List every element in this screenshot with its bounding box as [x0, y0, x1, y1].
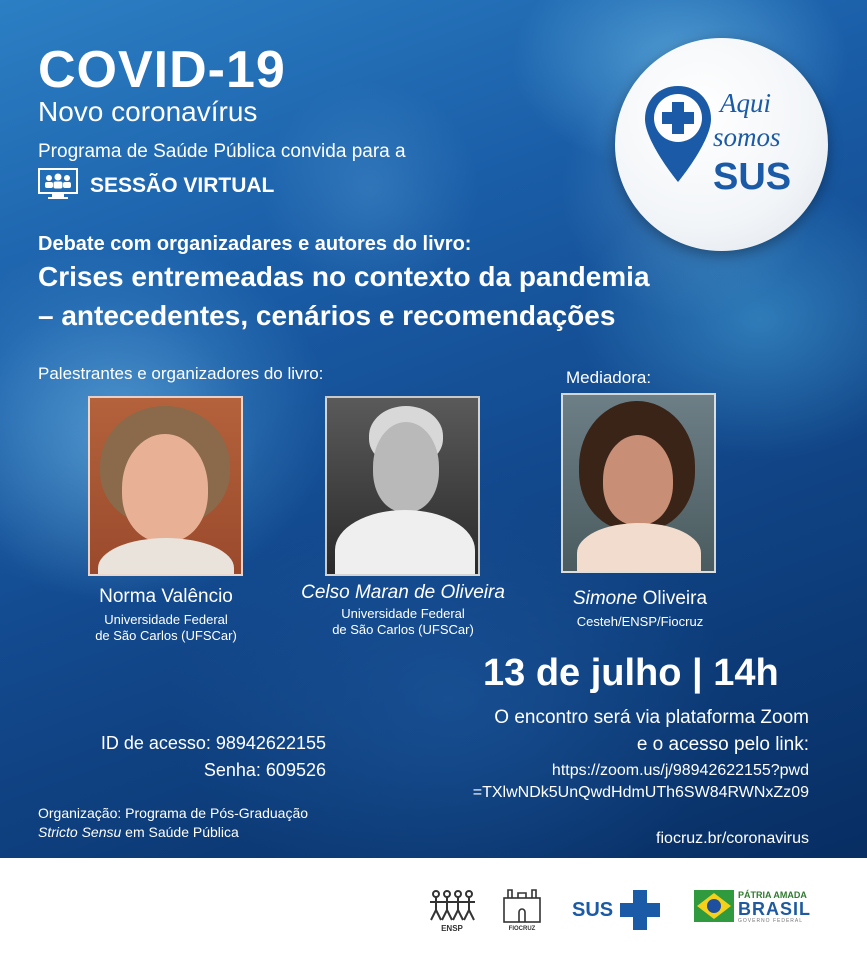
speaker-card-norma	[86, 586, 246, 644]
mediator-card-simone	[556, 588, 724, 630]
ensp-figures-icon	[428, 888, 476, 922]
fiocruz-label: FIOCRUZ	[508, 926, 536, 932]
zoom-info-line1: O encontro será via plataforma Zoom	[494, 707, 809, 728]
mediator-heading: Mediadora:	[566, 368, 652, 387]
governo-federal-logo	[694, 888, 809, 928]
portrait-face	[603, 435, 673, 525]
brazil-flag-icon	[694, 890, 734, 922]
sus-logo	[572, 890, 662, 930]
badge-text-aqui: Aqui	[720, 88, 771, 118]
mediator-first-name: Simone	[572, 588, 638, 609]
access-id: ID de acesso: 98942622155	[100, 733, 326, 753]
speaker-affiliation: Universidade Federal	[341, 606, 465, 621]
aqui-somos-sus-badge	[615, 38, 828, 251]
ensp-logo	[428, 888, 476, 934]
organization-italic: Stricto Sensu	[38, 824, 122, 840]
governo-federal-label: GOVERNO FEDERAL	[738, 918, 804, 924]
speaker-photo-norma	[88, 396, 243, 576]
brasil-tagline: PÁTRIA AMADA	[738, 890, 807, 900]
page-subtitle: Novo coronavírus	[38, 96, 258, 127]
organization-line2	[38, 824, 239, 840]
page-title: COVID-19	[38, 41, 286, 99]
mediator-photo-simone	[561, 393, 716, 573]
badge-text-sus: SUS	[713, 156, 792, 198]
location-pin-cross-icon	[643, 84, 713, 189]
session-label: SESSÃO VIRTUAL	[90, 174, 275, 197]
fiocruz-logo	[502, 886, 542, 934]
badge-text-somos: somos	[713, 122, 781, 152]
portrait-body	[98, 538, 234, 576]
portrait-face	[373, 422, 439, 512]
book-title-line1: Crises entremeadas no contexto da pandemia	[38, 261, 650, 292]
speakers-heading: Palestrantes e organizadores do livro:	[38, 364, 324, 383]
session-header	[38, 168, 274, 204]
organization-rest: em Saúde Pública	[121, 824, 239, 840]
website-link[interactable]: fiocruz.br/coronavirus	[656, 830, 809, 847]
footer-logos	[0, 858, 867, 960]
speaker-affiliation: de São Carlos (UFSCar)	[332, 622, 474, 637]
debate-intro: Debate com organizadares e autores do livro:	[38, 233, 472, 255]
event-date: 13 de julho | 14h	[483, 652, 779, 694]
zoom-link-line1[interactable]: https://zoom.us/j/98942622155?pwd	[551, 762, 809, 779]
invite-text: Programa de Saúde Pública convida para a	[38, 141, 406, 162]
mediator-affiliation: Cesteh/ENSP/Fiocruz	[576, 614, 704, 629]
speaker-card-celso	[283, 582, 523, 638]
speaker-name: Norma Valêncio	[99, 586, 233, 607]
speaker-affiliation: Universidade Federal	[104, 612, 228, 627]
portrait-face	[122, 434, 208, 542]
zoom-info-line2: e o acesso pelo link:	[636, 734, 809, 755]
speaker-name: Celso Maran de Oliveira	[301, 582, 505, 603]
mediator-last-name: Oliveira	[637, 588, 708, 609]
sus-cross-icon	[618, 890, 662, 930]
virtual-meeting-icon	[38, 168, 78, 205]
speaker-affiliation: de São Carlos (UFSCar)	[95, 628, 237, 643]
fiocruz-castle-icon	[502, 886, 542, 924]
zoom-link-line2[interactable]: =TXlwNDk5UnQwdHdmUTh6SW84RWNxZz09	[472, 784, 809, 801]
speaker-photo-celso	[325, 396, 480, 576]
organization-line1: Organização: Programa de Pós-Graduação	[38, 805, 309, 821]
sus-label: SUS	[572, 899, 614, 921]
ensp-label: ENSP	[441, 924, 463, 933]
access-password: Senha: 609526	[203, 760, 326, 780]
brasil-label: BRASIL	[738, 899, 811, 919]
portrait-body	[577, 523, 701, 573]
mediator-name	[556, 588, 724, 610]
portrait-body	[335, 510, 475, 576]
book-title-line2: – antecedentes, cenários e recomendações	[38, 300, 616, 331]
